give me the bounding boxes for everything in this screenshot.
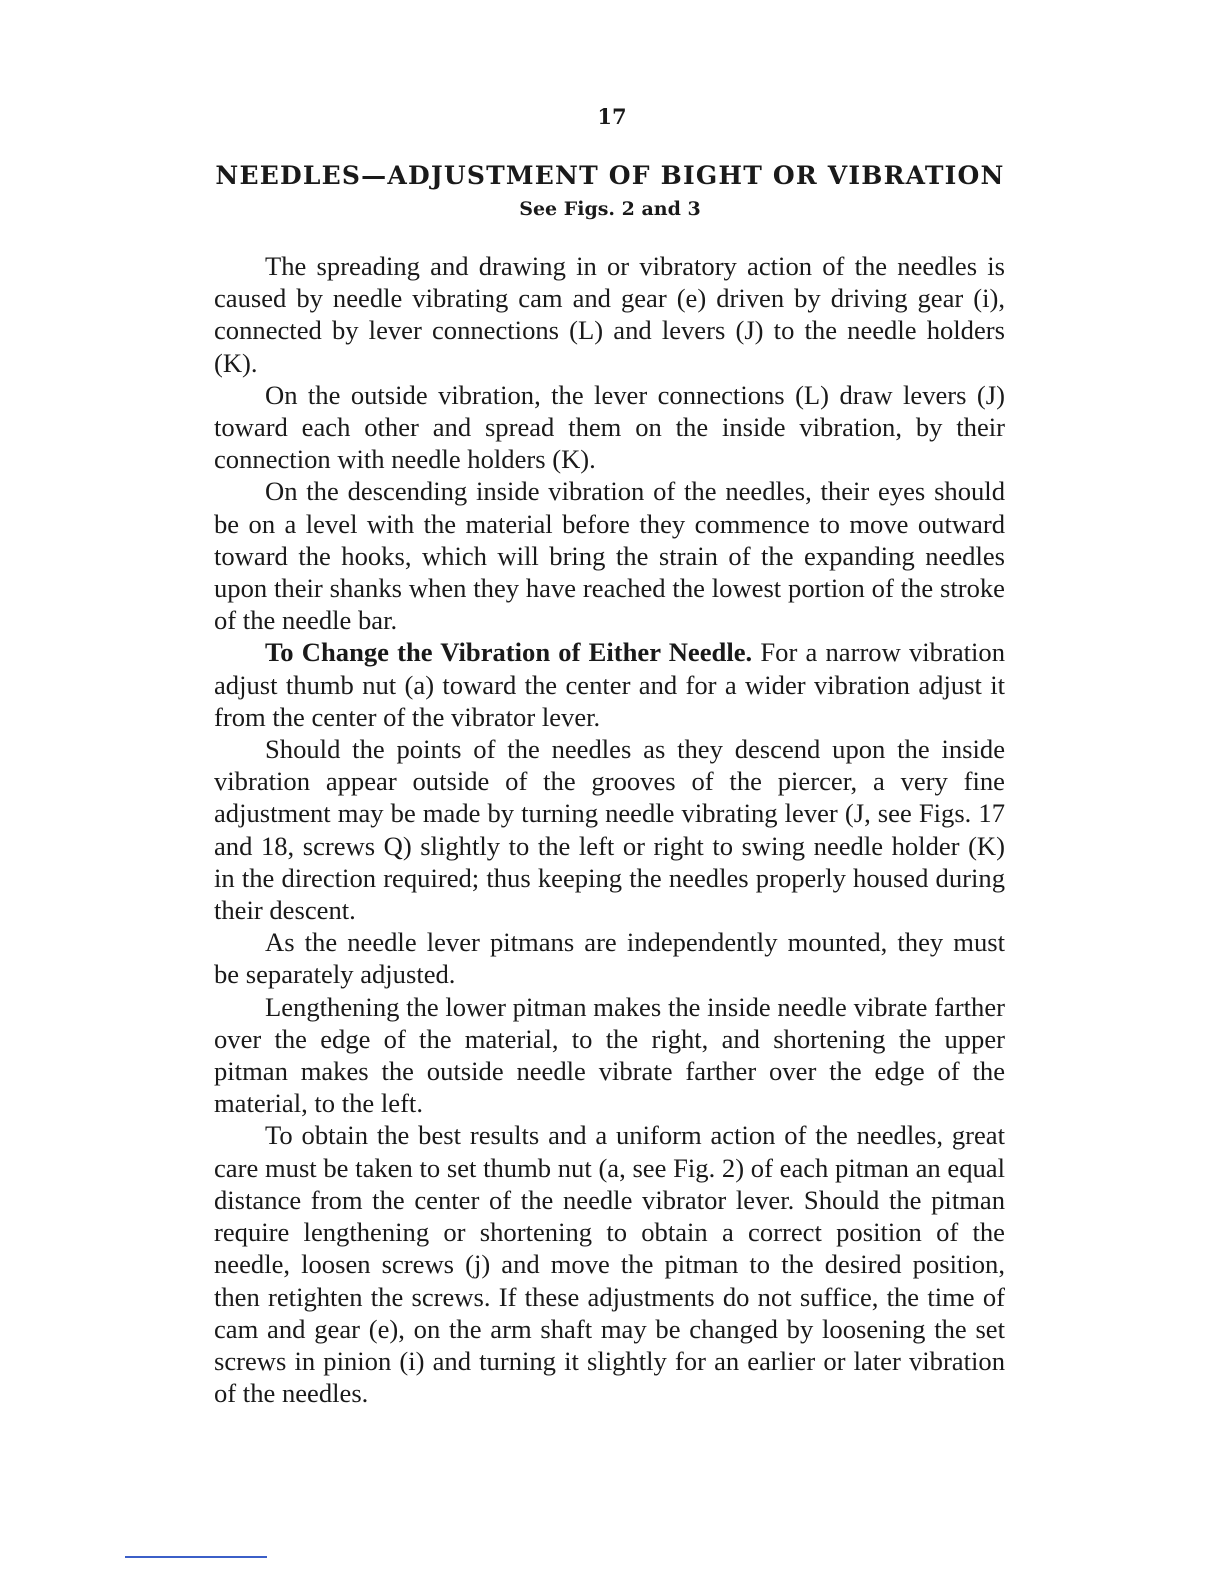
- paragraph: [214, 636, 1005, 733]
- paragraph: [214, 379, 1005, 476]
- paragraph-text: As the needle lever pitmans are independently mounted, they must be separately adjusted.: [214, 927, 1005, 990]
- figure-reference: See Figs. 2 and 3: [519, 198, 701, 220]
- body-text: [214, 250, 1005, 1409]
- paragraph: [214, 991, 1005, 1120]
- paragraph: [214, 733, 1005, 926]
- paragraph-text: On the descending inside vibration of the needles, their eyes should be on a level with the material before they commence to move outward toward the hooks, which will bring the strain of the expanding needles upon their shanks when they have reached the lowest portion of the stroke of the needle bar.: [214, 476, 1005, 636]
- paragraph-text: On the outside vibration, the lever connections (L) draw levers (J) toward each other and spread them on the inside vibration, by their connection with needle holders (K).: [214, 379, 1005, 475]
- section-heading: NEEDLES—ADJUSTMENT OF BIGHT OR VIBRATION: [215, 161, 1005, 190]
- run-in-heading: To Change the Vibration of Either Needle.: [265, 637, 753, 668]
- footnote-rule: [125, 1556, 267, 1558]
- page-number: 17: [597, 104, 627, 129]
- paragraph-text: To obtain the best results and a uniform action of the needles, great care must be taken to set thumb nut (a, see Fig. 2) of each pitman an equal distance from the center of the needle vibrator lever. Should the pitman require lengthening or shortening to obtain a correct position of the needle, loosen screws (j) and move the pitman to the desired position, then retighten the screws. If these adjustments do not suffice, the time of cam and gear (e), on the arm shaft may be changed by loosening the set screws in pinion (i) and turning it slightly for an earlier or later vibration of the needles.: [214, 1120, 1005, 1409]
- paragraph-text: Should the points of the needles as they descend upon the inside vibration appear outside of the grooves of the piercer, a very fine adjustment may be made by turning needle vibrating lever (J, see Figs. 17 and 18, screws Q) slightly to the left or right to swing needle holder (K) in the direction required; thus keeping the needles properly housed during their descent.: [214, 734, 1005, 926]
- paragraph: [214, 926, 1005, 990]
- paragraph: [214, 475, 1005, 636]
- paragraph-text: For a narrow vibration adjust thumb nut (a) toward the center and for a wider vibration adjust it from the center of the vibrator lever.: [214, 637, 1005, 732]
- paragraph: [214, 1119, 1005, 1409]
- paragraph-text: Lengthening the lower pitman makes the inside needle vibrate farther over the edge of the material, to the right, and shortening the upper pitman makes the outside needle vibrate farther over the edge of the material, to the left.: [214, 991, 1005, 1119]
- paragraph: [214, 250, 1005, 379]
- paragraph-text: The spreading and drawing in or vibratory action of the needles is caused by needle vibrating cam and gear (e) driven by driving gear (i), connected by lever connections (L) and levers (J) to the needle holders (K).: [214, 251, 1005, 378]
